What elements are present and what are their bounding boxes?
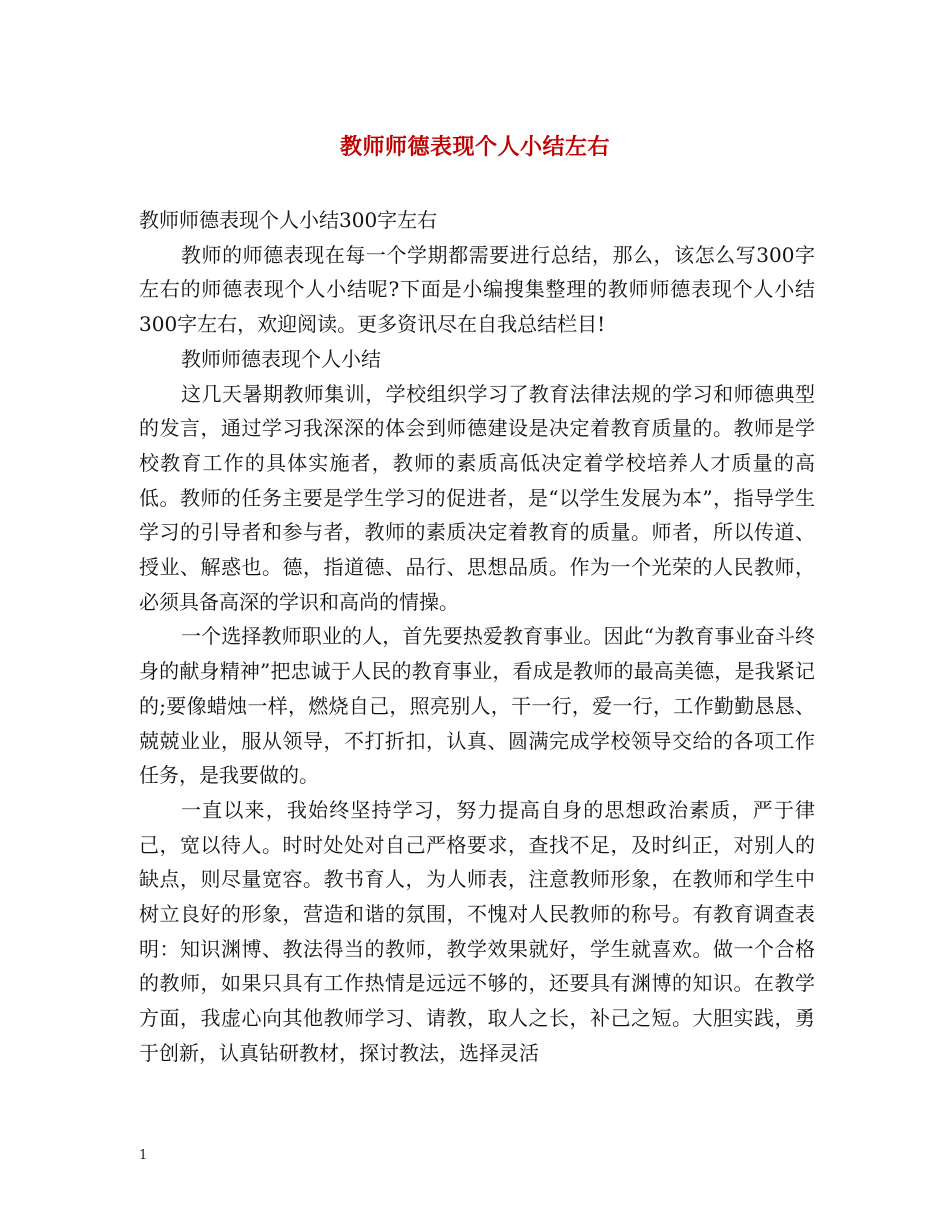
intro-paragraph: 教师的师德表现在每一个学期都需要进行总结，那么，该怎么写300字左右的师德表现个人小结呢?下面是小编搜集整理的教师师德表现个人小结300字左右，欢迎阅读。更多资讯尽在自我总结栏目!: [139, 242, 815, 337]
document-body: [139, 203, 815, 1071]
section-heading: 教师师德表现个人小结300字左右: [139, 208, 438, 232]
body-paragraph: 一个选择教师职业的人，首先要热爱教育事业。因此“为教育事业奋斗终身的献身精神”把忠诚于人民的教育事业，看成是教师的最高美德，是我紧记的;要像蜡烛一样，燃烧自己，照亮别人，干一行，爱一行，工作勤勤恳恳、兢兢业业，服从领导，不打折扣，认真、圆满完成学校领导交给的各项工作任务，是我要做的。: [139, 624, 815, 788]
body-paragraph: 这几天暑期教师集训，学校组织学习了教育法律法规的学习和师德典型的发言，通过学习我深深的体会到师德建设是决定着教育质量的。教师是学校教育工作的具体实施者，教师的素质高低决定着学校培养人才质量的高低。教师的任务主要是学生学习的促进者，是“以学生发展为本”，指导学生学习的引导者和参与者，教师的素质决定着教育的质量。师者，所以传道、授业、解惑也。德，指道德、品行、思想品质。作为一个光荣的人民教师，必须具备高深的学识和高尚的情操。: [139, 381, 815, 614]
document-title: 教师师德表现个人小结左右: [339, 134, 610, 160]
body-paragraph: 一直以来，我始终坚持学习，努力提高自身的思想政治素质，严于律己，宽以待人。时时处处对自己严格要求，查找不足，及时纠正，对别人的缺点，则尽量宽容。教书育人，为人师表，注意教师形象，在教师和学生中树立良好的形象，营造和谐的氛围，不愧对人民教师的称号。有教育调查表明：知识渊博、教法得当的教师，教学效果就好，学生就喜欢。做一个合格的教师，如果只具有工作热情是远远不够的，还要具有渊博的知识。在教学方面，我虚心向其他教师学习、请教，取人之长，补己之短。大胆实践，勇于创新，认真钻研教材，探讨教法，选择灵活: [139, 797, 815, 1065]
subsection-heading: 教师师德表现个人小结: [181, 346, 381, 371]
page-number: 1: [139, 1148, 148, 1163]
